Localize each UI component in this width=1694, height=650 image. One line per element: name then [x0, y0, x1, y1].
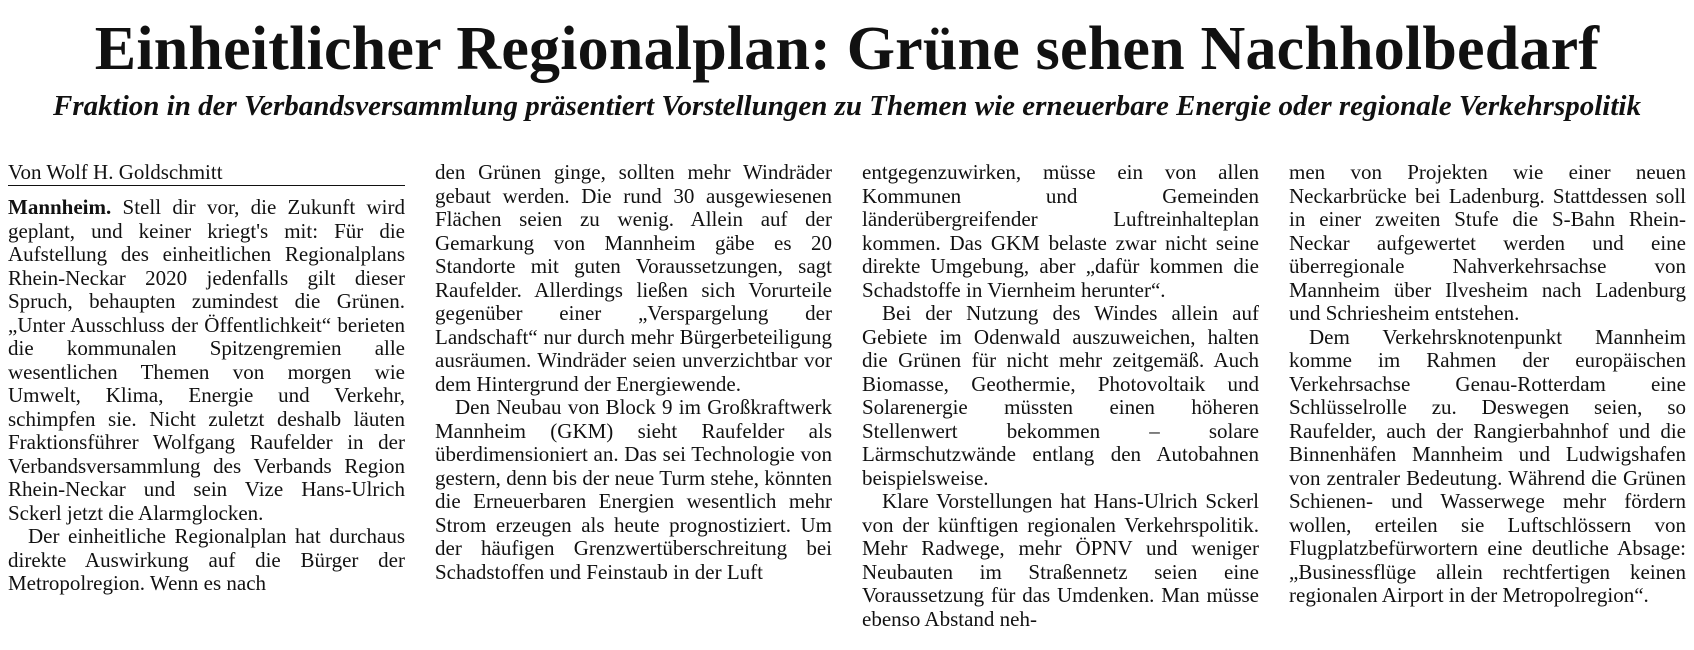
- paragraph: Bei der Nutzung des Windes allein auf Gebiete im Odenwald auszuweichen, halten die Grünen für nicht mehr zeitgemäß. Auch Biomasse, Geothermie, Photovoltaik und Solarenergie müssten einen höheren Stellenwert bekommen – solare Lärmschutzwände entlang den Autobahnen beispielsweise.: [862, 301, 1259, 490]
- column-1: [8, 161, 405, 646]
- dateline: Mannheim.: [8, 195, 112, 219]
- paragraph: Klare Vorstellungen hat Hans-Ulrich Sckerl von der künftigen regionalen Verkehrspolitik. Mehr Radwege, mehr ÖPNV und weniger Neubauten im Straßennetz seien eine Voraussetzung für das Umdenken. Man müsse ebenso Abstand neh-: [862, 489, 1259, 631]
- byline: Von Wolf H. Goldschmitt: [8, 161, 405, 186]
- paragraph: Dem Verkehrsknotenpunkt Mannheim komme im Rahmen der europäischen Verkehrsachse Genau-Rotterdam eine Schlüsselrolle zu. Deswegen seien, so Raufelder, auch der Rangierbahnhof und die Binnenhäfen Mannheim und Ludwigshafen von zentraler Bedeutung. Während die Grünen Schienen- und Wasserwege mehr fördern wollen, erteilen sie Luftschlössern von Flugplatzbefürwortern eine deutliche Absage: „Businessflüge allein rechtfertigen keinen regionalen Airport in der Metropolregion“.: [1289, 324, 1686, 607]
- paragraph: Den Neubau von Block 9 im Großkraftwerk Mannheim (GKM) sieht Raufelder als überdimensioniert an. Das sei Technologie von gestern, denn bis der neue Turm stehe, könnten die Erneuerbaren Energien wesentlich mehr Strom erzeugen als heute prognostiziert. Um der häufigen Grenzwertüberschreitung bei Schadstoffen und Feinstaub in der Luft: [435, 395, 832, 584]
- paragraph: [8, 196, 405, 525]
- subheadline: Fraktion in der Verbandsversammlung präsentiert Vorstellungen zu Themen wie erneuerbare Energie oder regionale Verkehrspolitik: [53, 90, 1641, 122]
- paragraph-text: Stell dir vor, die Zukunft wird geplant, und keiner kriegt's mit: Für die Aufstellung des einheitlichen Regionalplans Rhein-Neckar 2020 jedenfalls gilt dieser Spruch, behaupten zumindest die Grünen. „Unter Ausschluss der Öffentlichkeit“ berieten die kommunalen Spitzengremien alle wesentlichen Themen von morgen wie Umwelt, Klima, Energie und Verkehr, schimpfen sie. Nicht zuletzt deshalb läuten Fraktionsführer Wolfgang Raufelder in der Verbandsversammlung des Verbands Region Rhein-Neckar und sein Vize Hans-Ulrich Sckerl jetzt die Alarmglocken.: [8, 195, 405, 525]
- article-columns: [8, 161, 1686, 646]
- paragraph: den Grünen ginge, sollten mehr Windräder gebaut werden. Die rund 30 ausgewiesenen Flächen seien zu wenig. Allein auf der Gemarkung von Mannheim gäbe es 20 Standorte mit guten Voraussetzungen, sagt Raufelder. Allerdings ließen sich Vorurteile gegenüber einer „Verspargelung der Landschaft“ nur durch mehr Bürgerbeteiligung ausräumen. Windräder seien unverzichtbar vor dem Hintergrund der Energiewende.: [435, 161, 832, 396]
- paragraph: Der einheitliche Regionalplan hat durchaus direkte Auswirkung auf die Bürger der Metropolregion. Wenn es nach: [8, 524, 405, 595]
- column-3: [862, 161, 1259, 646]
- headline: Einheitlicher Regionalplan: Grüne sehen Nachholbedarf: [94, 15, 1600, 83]
- paragraph: entgegenzuwirken, müsse ein von allen Kommunen und Gemeinden länderübergreifender Luftreinhalteplan kommen. Das GKM belaste zwar nicht seine direkte Umgebung, aber „dafür kommen die Schadstoffe in Viernheim herunter“.: [862, 161, 1259, 302]
- column-2: [435, 161, 832, 646]
- column-4: [1289, 161, 1686, 646]
- paragraph: men von Projekten wie einer neuen Neckarbrücke bei Ladenburg. Stattdessen soll in einer zweiten Stufe die S-Bahn Rhein-Neckar aufgewertet werden und eine überregionale Nahverkehrsachse von Mannheim über Ilvesheim nach Ladenburg und Schriesheim entstehen.: [1289, 161, 1686, 325]
